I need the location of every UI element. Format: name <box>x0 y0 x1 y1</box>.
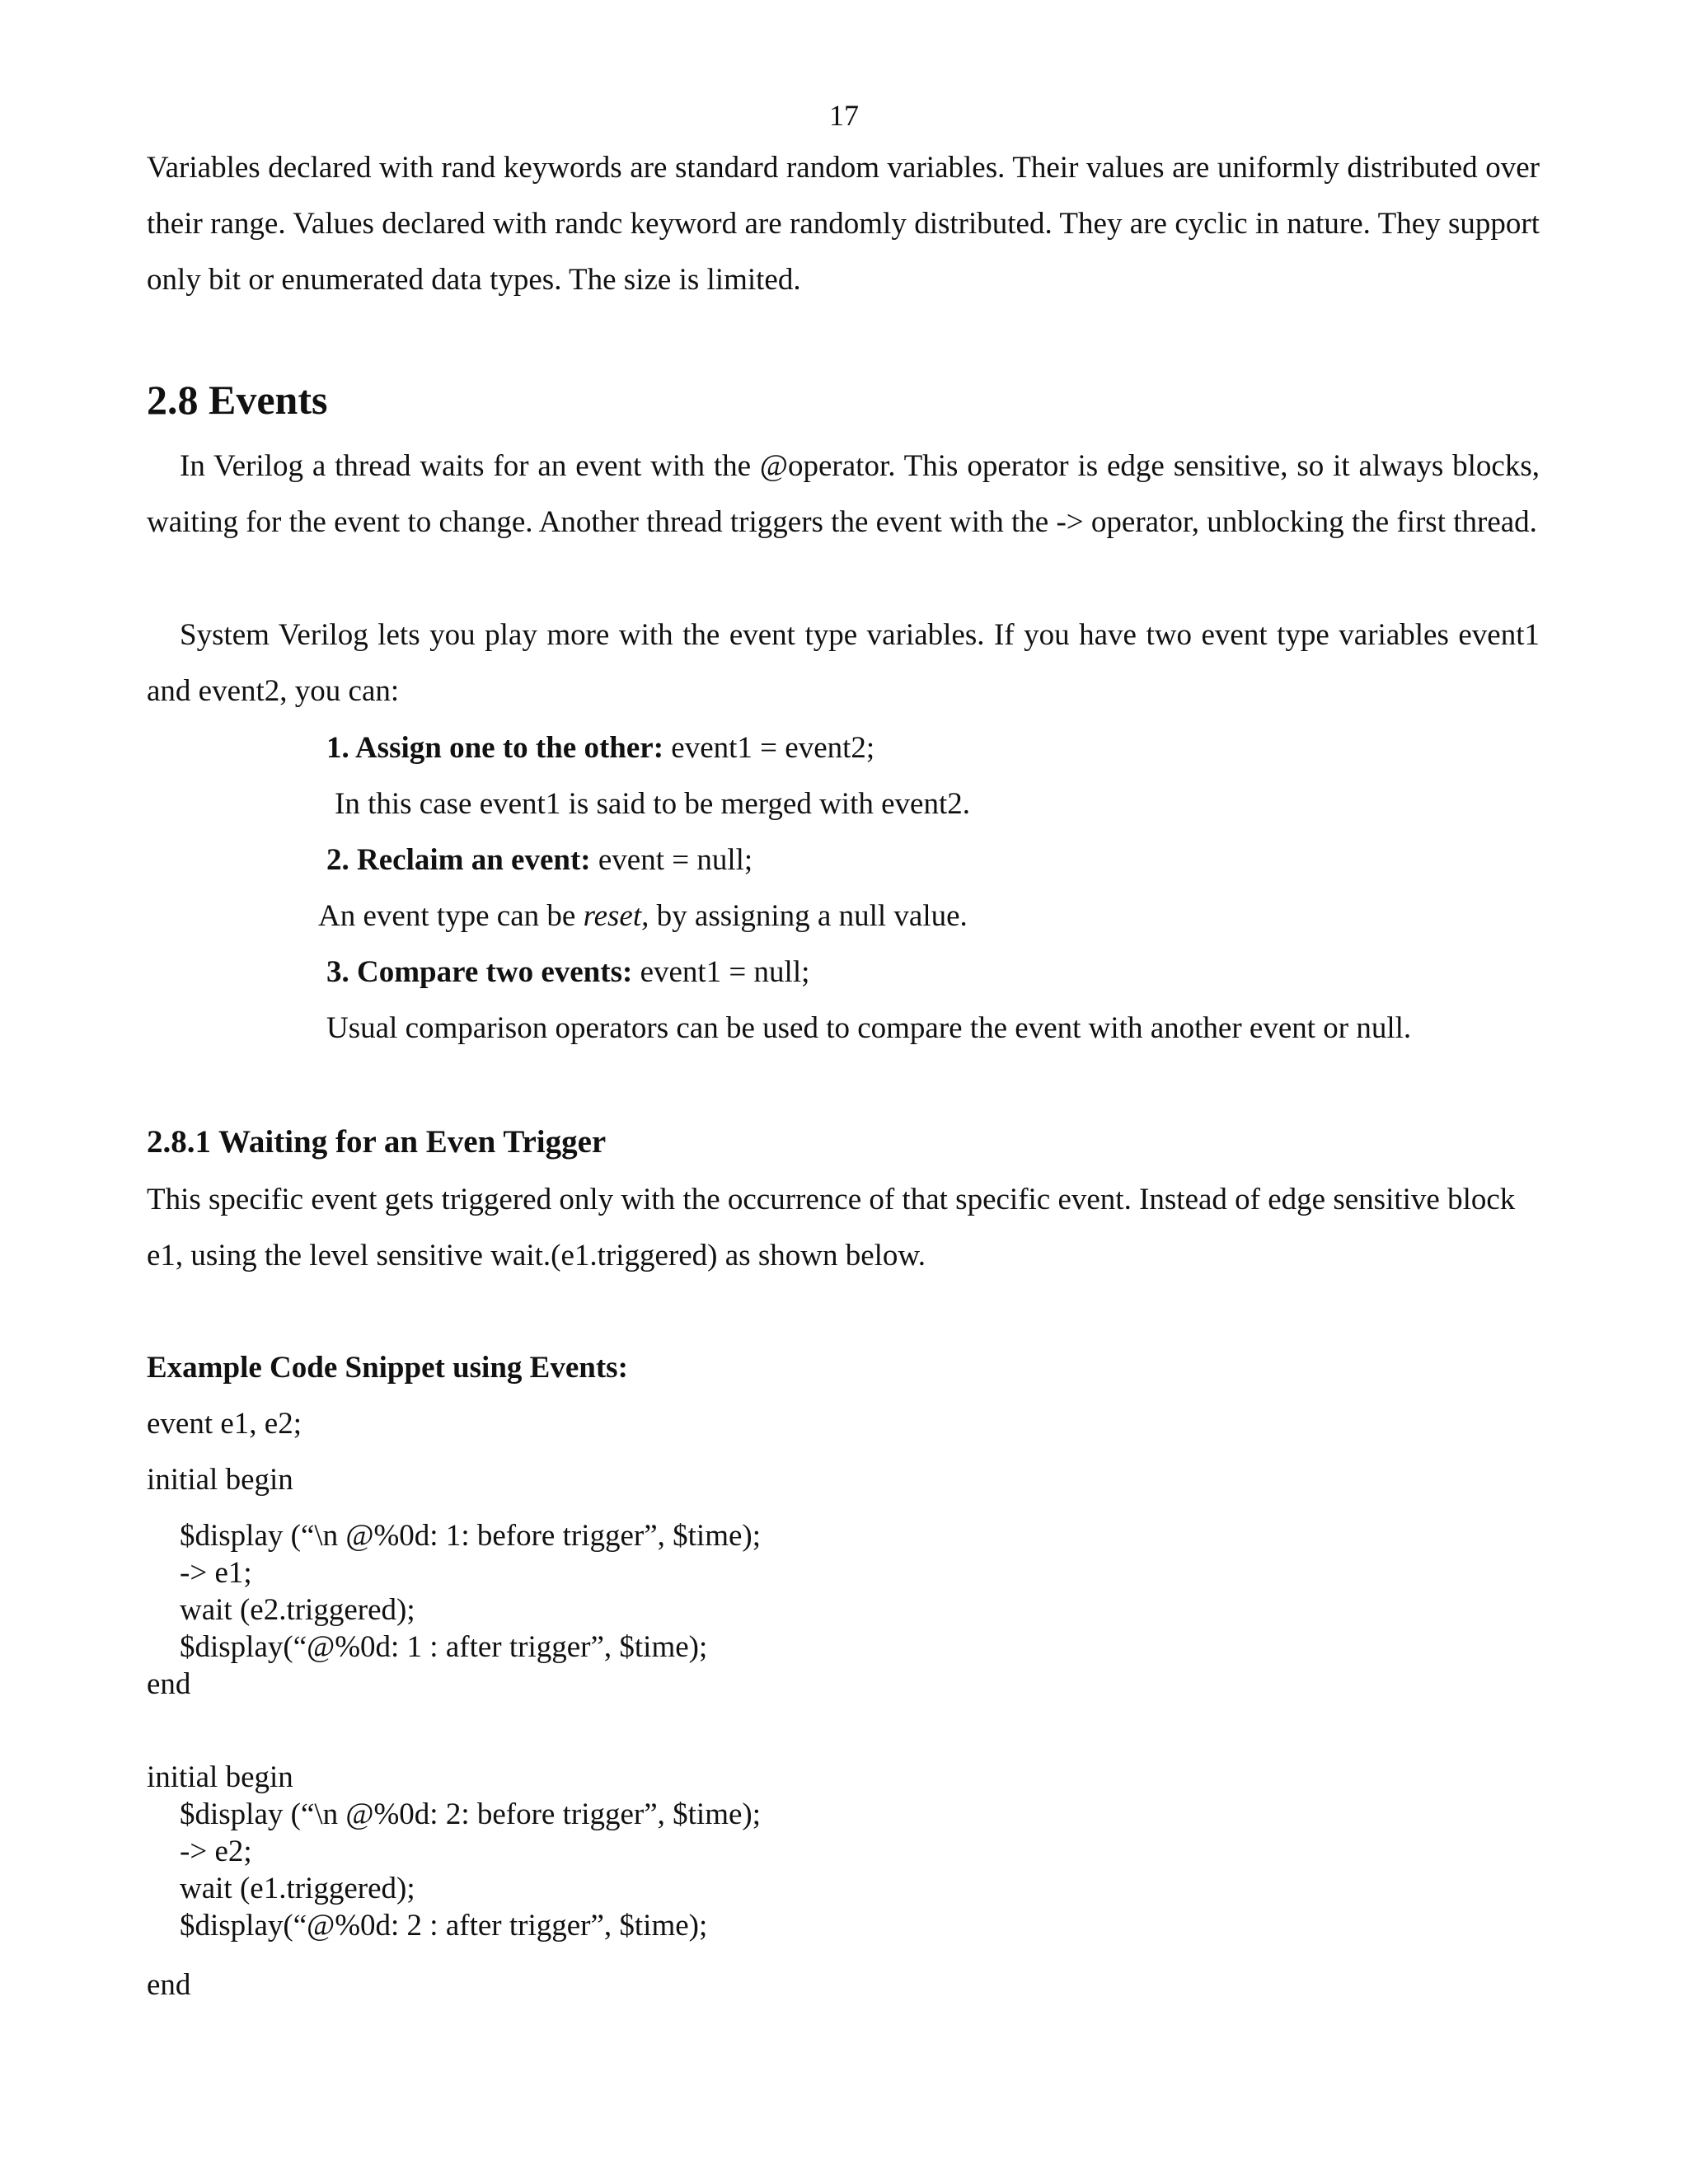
code-line: $display(“@%0d: 1 : after trigger”, $time); <box>180 1630 708 1664</box>
code-line: $display(“@%0d: 2 : after trigger”, $time); <box>180 1909 708 1943</box>
code-line: initial begin <box>147 1463 293 1497</box>
code-line: initial begin <box>147 1760 293 1794</box>
code-line: event e1, e2; <box>147 1407 302 1441</box>
list-item-compare <box>326 954 809 991</box>
events-paragraph-1: In Verilog a thread waits for an event with the @operator. This operator is edge sensitive, so it always blocks, waiting for the event to change. Another thread triggers the event with the -> operator, unblocking the first thread. <box>147 449 1540 539</box>
code-line: end <box>147 1667 191 1701</box>
list-item-title: 3. Compare two events: <box>326 955 633 989</box>
code-line: $display (“\n @%0d: 2: before trigger”, $time); <box>180 1797 762 1831</box>
section-heading: 2.8 Events <box>147 377 328 423</box>
list-item-code: event1 = event2; <box>663 731 875 765</box>
list-item-note: In this case event1 is said to be merged with event2. <box>335 787 970 821</box>
code-line: wait (e2.triggered); <box>180 1593 415 1627</box>
subsection-paragraph: This specific event gets triggered only with the occurrence of that specific event. Instead of edge sensitive block e1, using the level sensitive wait.(e1.triggered) as shown below. <box>147 1183 1516 1272</box>
note-text: An event type can be <box>318 899 584 933</box>
page-number: 17 <box>829 99 859 132</box>
events-paragraph-2: System Verilog lets you play more with the event type variables. If you have two event type variables event1 and event2, you can: <box>147 618 1540 708</box>
note-text: by assigning a null value. <box>649 899 968 933</box>
code-line: wait (e1.triggered); <box>180 1872 415 1905</box>
list-item-title: 1. Assign one to the other: <box>326 731 664 765</box>
list-item-reclaim <box>326 842 753 879</box>
list-item-note <box>318 898 968 935</box>
code-line: end <box>147 1968 191 2002</box>
subsection-heading: 2.8.1 Waiting for an Even Trigger <box>147 1124 607 1160</box>
list-item-code: event1 = null; <box>632 955 810 989</box>
code-line: $display (“\n @%0d: 1: before trigger”, $time); <box>180 1519 762 1553</box>
note-italic-text: reset, <box>583 899 649 933</box>
list-item-assign <box>326 730 874 766</box>
list-item-note: Usual comparison operators can be used to compare the event with another event or null. <box>326 1011 1412 1045</box>
example-heading: Example Code Snippet using Events: <box>147 1351 628 1385</box>
intro-paragraph: Variables declared with rand keywords are standard random variables. Their values are uniformly distributed over their range. Values declared with randc keyword are randomly distributed. They are cyclic in nature. They support only bit or enumerated data types. The size is limited. <box>147 151 1540 297</box>
list-item-code: event = null; <box>590 843 753 877</box>
list-item-title: 2. Reclaim an event: <box>326 843 591 877</box>
code-line: -> e1; <box>180 1556 252 1590</box>
code-line: -> e2; <box>180 1835 252 1868</box>
